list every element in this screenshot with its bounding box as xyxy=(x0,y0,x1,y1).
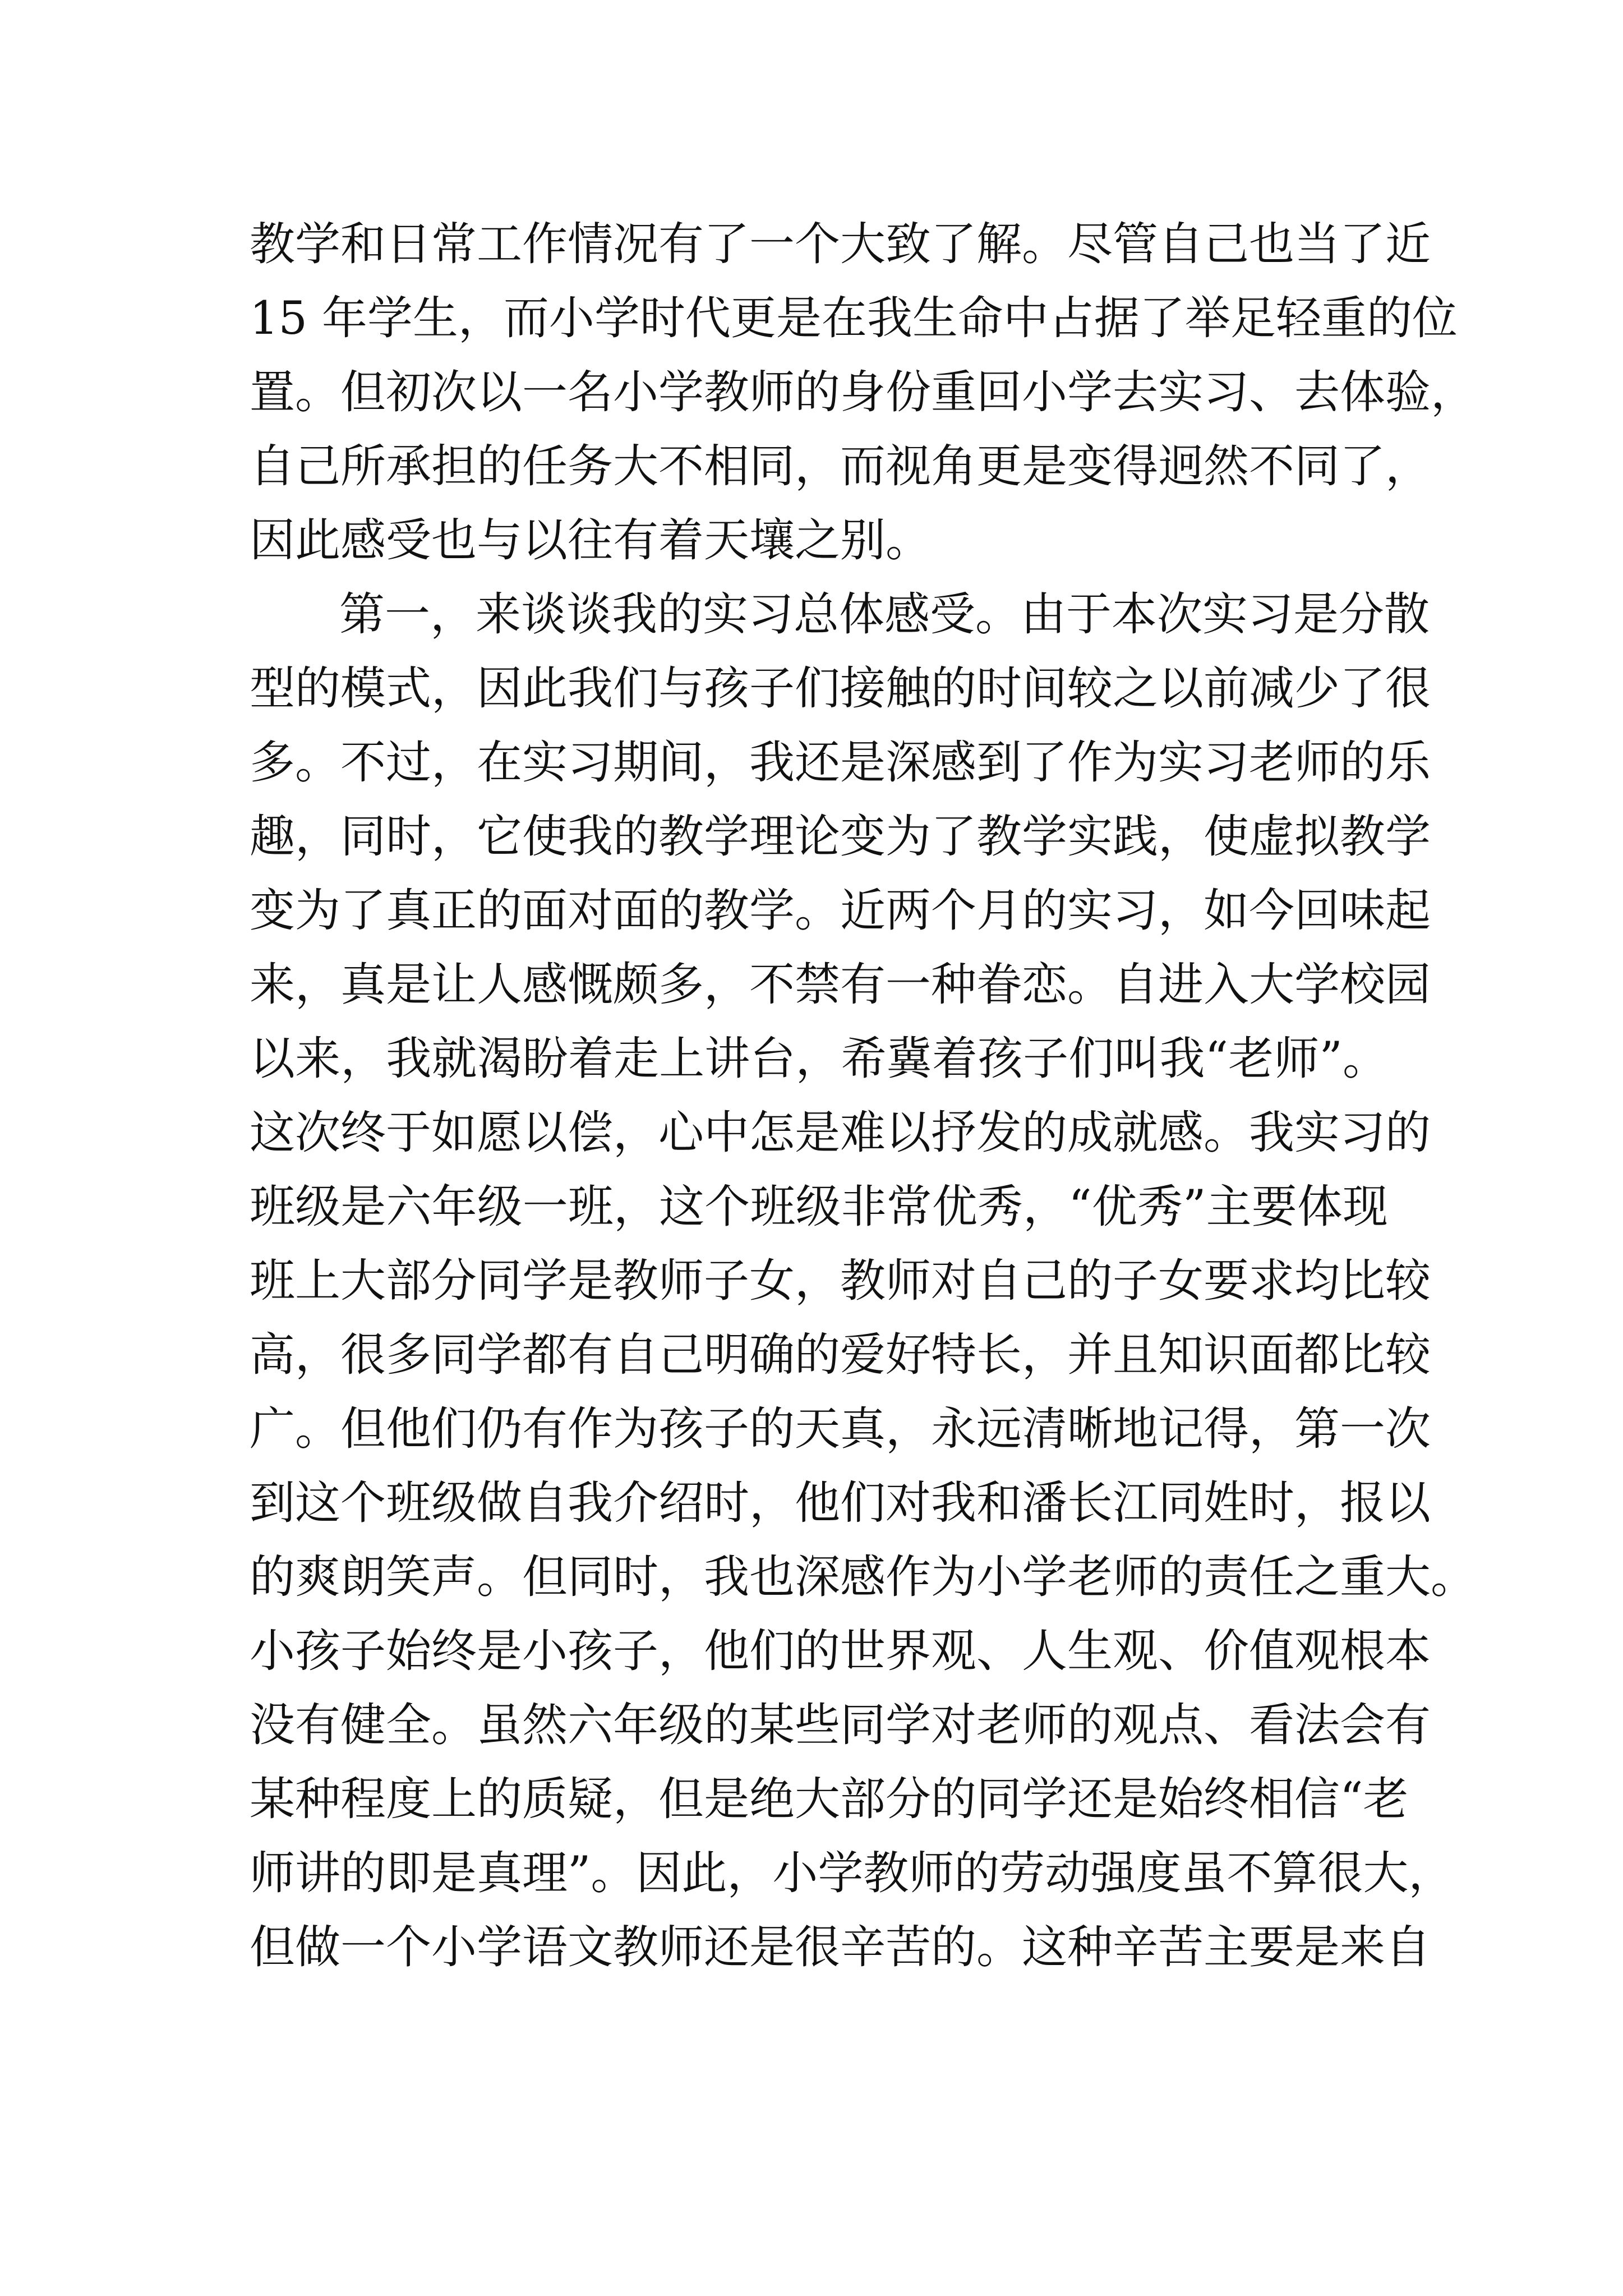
text-line: 高，很多同学都有自己明确的爱好特长，并且知识面都比较 xyxy=(250,1329,1431,1382)
text-line: 的爽朗笑声。但同时，我也深感作为小学老师的责任之重大。 xyxy=(250,1551,1477,1604)
text-line: 变为了真正的面对面的教学。近两个月的实习，如今回味起 xyxy=(250,885,1431,937)
text-line: 到这个班级做自我介绍时，他们对我和潘长江同姓时，报以 xyxy=(250,1477,1431,1530)
text-line: 班上大部分同学是教师子女，教师对自己的子女要求均比较 xyxy=(250,1255,1431,1308)
text-line: 因此感受也与以往有着天壤之别。 xyxy=(250,514,932,567)
text-line: 小孩子始终是小孩子，他们的世界观、人生观、价值观根本 xyxy=(250,1625,1431,1678)
text-line: 班级是六年级一班，这个班级非常优秀，“优秀”主要体现 xyxy=(250,1181,1388,1234)
text-line: 广。但他们仍有作为孩子的天真，永远清晰地记得，第一次 xyxy=(250,1403,1431,1456)
text-line: 自己所承担的任务大不相同，而视角更是变得迥然不同了， xyxy=(250,440,1431,493)
text-line: 趣，同时，它使我的教学理论变为了教学实践，使虚拟教学 xyxy=(250,811,1431,863)
text-line: 但做一个小学语文教师还是很辛苦的。这种辛苦主要是来自 xyxy=(250,1921,1431,1974)
text-line: 某种程度上的质疑，但是绝大部分的同学还是始终相信“老 xyxy=(250,1773,1409,1826)
document-body xyxy=(250,208,1477,1985)
text-line: 以来，我就渴盼着走上讲台，希冀着孩子们叫我“老师”。 xyxy=(250,1033,1388,1085)
text-line: 来，真是让人感慨颇多，不禁有一种眷恋。自进入大学校园 xyxy=(250,959,1431,1011)
text-line: 型的模式，因此我们与孩子们接触的时间较之以前减少了很 xyxy=(250,662,1431,715)
text-line: 15 年学生，而小学时代更是在我生命中占据了举足轻重的位 xyxy=(250,292,1458,345)
text-line: 第一，来谈谈我的实习总体感受。由于本次实习是分散 xyxy=(339,588,1430,641)
text-line: 师讲的即是真理”。因此，小学教师的劳动强度虽不算很大， xyxy=(250,1847,1454,1900)
text-line: 没有健全。虽然六年级的某些同学对老师的观点、看法会有 xyxy=(250,1699,1431,1752)
text-line: 这次终于如愿以偿，心中怎是难以抒发的成就感。我实习的 xyxy=(250,1107,1431,1159)
text-line: 置。但初次以一名小学教师的身份重回小学去实习、去体验， xyxy=(250,366,1477,419)
text-line: 教学和日常工作情况有了一个大致了解。尽管自己也当了近 xyxy=(250,218,1431,271)
text-line: 多。不过，在实习期间，我还是深感到了作为实习老师的乐 xyxy=(250,737,1431,789)
